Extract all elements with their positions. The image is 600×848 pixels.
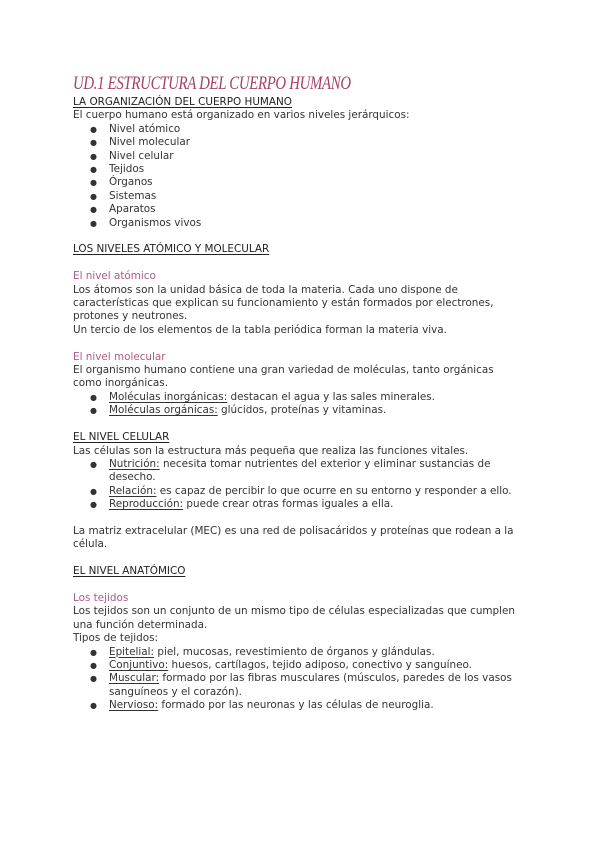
list-item-text: formado por las neuronas y las células de neuroglia. [158,699,434,712]
list-item [73,672,533,699]
list-item [73,498,533,511]
tissue-types-list [73,646,533,713]
list-item-text: glúcidos, proteínas y vitaminas. [217,404,387,417]
document-title: UD.1 ESTRUCTURA DEL CUERPO HUMANO [73,73,351,94]
list-item: ● Nivel molecular [73,136,533,149]
list-item-term: Moléculas orgánicas: [109,404,218,417]
list-item: ● Organismos vivos [73,217,533,230]
list-item-term: Moléculas inorgánicas: [109,390,228,403]
list-item-term: Nutrición: [109,457,160,470]
list-item-term: Conjuntivo: [109,658,169,671]
list-item-term: Muscular: [109,672,160,685]
subheading-tejidos: Los tejidos [73,591,129,604]
list-item [73,646,533,659]
cell-functions-list [73,458,533,512]
list-item-continuation: desecho. [109,471,156,484]
list-item [73,659,533,672]
paragraph-line: Los átomos son la unidad básica de toda la materia. Cada uno dispone de [73,283,458,296]
paragraph-line: célula. [73,538,108,551]
paragraph-line: como inorgánicas. [73,377,169,390]
paragraph: El cuerpo humano está organizado en varios niveles jerárquicos: [73,109,410,122]
list-item-text: huesos, cartílagos, tejido adiposo, conectivo y sanguíneo. [168,658,472,671]
paragraph-line: características que explican su funcionamiento y están formados por electrones, [73,297,494,310]
paragraph-line: Un tercio de los elementos de la tabla periódica forman la materia viva. [73,323,447,336]
list-item-text: necesita tomar nutrientes del exterior y eliminar sustancias de [159,457,491,470]
list-item-text: puede crear otras formas iguales a ella. [183,498,394,511]
list-item-continuation: sanguíneos y el corazón). [109,685,242,698]
section-heading-celular: EL NIVEL CELULAR [73,431,170,444]
list-item-text: piel, mucosas, revestimiento de órganos y glándulas. [154,645,435,658]
list-item: ● Tejidos [73,163,533,176]
section-heading-organizacion: LA ORGANIZACIÓN DEL CUERPO HUMANO [73,96,292,108]
list-item-term: Relación: [109,484,157,497]
paragraph: Las células son la estructura más pequeña que realiza las funciones vitales. [73,444,469,457]
paragraph-line: La matriz extracelular (MEC) es una red de polisacáridos y proteínas que rodean a la [73,524,514,537]
subheading-nivel-atomico: El nivel atómico [73,270,156,283]
list-item [73,699,533,712]
list-item-text: formado por las fibras musculares (músculos, paredes de los vasos [159,672,512,685]
list-item [73,458,533,485]
list-item [73,485,533,498]
list-item-text: destacan el agua y las sales minerales. [227,390,435,403]
list-item: ● Sistemas [73,190,533,203]
subheading-nivel-molecular: El nivel molecular [73,350,166,363]
paragraph-line: Los tejidos son un conjunto de un mismo tipo de células especializadas que cumplen [73,605,515,618]
document-content [73,72,533,713]
list-item-term: Epitelial: [109,645,155,658]
list-item [73,404,533,417]
list-item-term: Reproducción: [109,498,184,511]
paragraph-line: protones y neutrones. [73,310,188,323]
paragraph-line: El organismo humano contiene una gran variedad de moléculas, tanto orgánicas [73,364,494,377]
list-item: ● Aparatos [73,203,533,216]
list-item [73,391,533,404]
list-item: ● Órganos [73,176,533,189]
molecules-list [73,391,533,418]
list-item: ● Nivel celular [73,150,533,163]
levels-list [73,123,533,230]
paragraph-line: Tipos de tejidos: [73,632,158,645]
section-heading-atomico-molecular: LOS NIVELES ATÓMICO Y MOLECULAR [73,243,270,256]
list-item-text: es capaz de percibir lo que ocurre en su entorno y responder a ello. [156,484,512,497]
list-item: ● Nivel atómico [73,123,533,136]
list-item-term: Nervioso: [109,699,159,712]
section-heading-anatomico: EL NIVEL ANATÓMICO [73,565,186,578]
paragraph-line: una función determinada. [73,618,208,631]
